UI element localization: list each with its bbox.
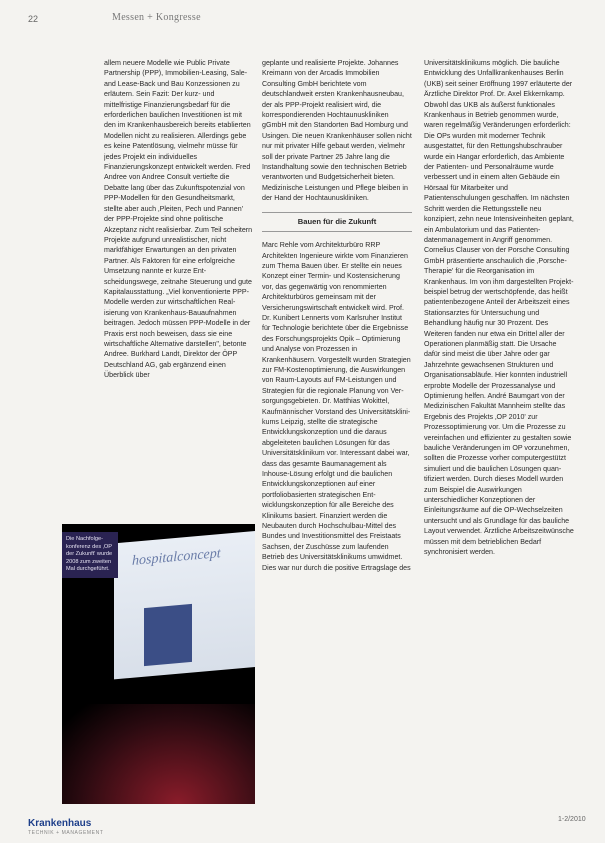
paragraph: geplante und realisierte Projekte. Johannes Kreimann von der Arcadis Immobilien Consulting GmbH berichtete vom deutschlandweit ersten Krankenhausneubau, der als PPP-Projekt realisiert wird, die korrespondierenden Hochtaunuskliniken gGmbH mit den Standorten Bad Homburg und Usingen. Die neuen Krankenhäuser sollen nicht nur mit privater Hilfe gebaut werden, vielmehr soll der private Partner 25 Jahre lang die Instandhaltung sowie den technischen Betrieb verantworten und Budgetsicherheit bieten. Medizinische Leistungen und Pflege bleiben in der Hand der Hochtaunuskliniken. [262,59,412,203]
paragraph: Universitätsklinikums möglich. Die bauliche Entwicklung des Unfallkrankenhauses Berlin (UKB) seit seiner Eröffnung 1997 erläuterte der Ärztliche Direktor Prof. Dr. Axel Ekkernkamp. Obwohl das UKB als äußerst funktionales Krankenhaus in Betrieb genommen wurde, waren regelmäßig Veränderungen erforderlich: Die OPs wurden mit moderner Technik ausgestattet, für den Rettungshubschrauber wurde ein Hangar erforderlich, das Ambiente der Patienten- und Personalräume wurde verbessert und in einem alten Gebäude ein Hörsaal für Mitarbeiter und Patientenschulungen geschaffen. Im nächsten Schritt werden die Rettungsstelle neu konzipiert, zehn neue Intensiveinheiten geplant, ein Ambulatorium und das Patientendatenmanagement in Angriff genommen. Cornelius Clauser von der Porsche Consulting GmbH präsentierte anschaulich die ‚Porsche-Therapie' für die Reorganisation im Krankenhaus. Im von ihm dargestellten Projektbeispiel betrug der wertschöpfende, das heißt patientenbezogene Anteil der Arbeitszeit eines Stationsarztes für Untersuchung und Behandlung häufig nur 30 Prozent. Des Weiteren fanden nur etwa ein Drittel aller der Operationen planmäßig statt. Die Ursache dafür sind meist die über Jahre oder gar Jahrzehnte gewachsenen Strukturen und Organisationsabläufe. Hier konnten industriell erprobte Modelle der Prozessanalyse und Optimierung helfen. André Baumgart von der Medizinischen Fakultät Mannheim stellte das Ergebnis des Projekts ‚OP 2010' zur Prozessoptimierung vor. Um die Prozesse zu vereinfachen und effizienter zu gestalten sowie bauliche Veränderungen im OP vorzunehmen, sollten die Prozesse vorher computergestützt simuliert und die baulichen Lösungen quantifiziert werden. Durch dieses Modell wurden zum Beispiel die Auswirkungen unterschiedlicher Konzeptionen der Einleitungsräume auf die OP-Wechselzeiten untersucht und als Grundlage für das bauliche Layout verwendet. Ärztliche Arbeitszeitwünsche müssen mit dem betrieblichen Bedarf synchronisiert werden. [424,59,574,557]
section-title: Messen + Kongresse [112,12,201,23]
paragraph: Marc Rehle vom Architekturbüro RRP Architekten Ingenieure wirkte vom Finanzieren zum Thema Bauen über. Er stellte ein neues Konzept einer Termin- und Kostensicherung vor, das gegenwärtig von renommierten Architekturbüros gemeinsam mit der Versicherungswirtschaft entwickelt wird. Prof. Dr. Kunibert Lennerts vom Karlsruher Institut für Technologie berichtete über die Ergebnisse des Forschungsprojekts Opik – Optimierung und Analyse von Prozessen in Krankenhäusern. Vorgestellt wurden Strategien zur FM-Kostenoptimierung, die Auswirkungen von Raum-Layouts auf FM-Leistungen und Strategien für die regionale Planung von Versorgungsgebieten. Dr. Matthias Wokittel, Kaufmännischer Vorstand des Universitätsklinikums Leipzig, stellte die strategische Entwicklungskonzeption und die daraus abgeleiteten baulichen Lösungen für das Universitätsklinikum vor. Interessant dabei war, dass das gesamte Baumanagement als Inhouse-Lösung erfolgt und die baulichen Entwicklungskonzeptionen auf einer portfoliobasierten strategischen Entwicklungskonzeption für alle Bereiche des Klinikums basiert. Finanziert werden die Neubauten durch Hochschulbau-Mittel des Bundes und Investitionsmittel des Freistaats Sachsen, der Zuschüsse zum laufenden Betrieb des Universitätsklinikums umwidmet. Dies war nur durch die positive Ertragslage des [262,241,411,572]
stage [62,704,255,804]
photo-caption: Die Nachfolgekonferenz des ‚OP der Zukunft' wurde 2008 zum zweiten Mal durchgeführt. [62,532,118,578]
screen-panel [144,604,192,666]
issue-number: 1-2/2010 [558,816,586,823]
magazine-tagline: TECHNIK + MANAGEMENT [28,830,104,836]
subheading: Bauen für die Zukunft [262,212,412,232]
text-column-3 [424,58,574,810]
paragraph: allem neuere Modelle wie Public Private Partnership (PPP), Immobilien-Leasing, Sale-and Lease-Back und Bau Konzessionen zu erläutern. Sein Fazit: Der kurz- und mittelfristige Finanzierungsbedarf für die erforderlichen baulichen Investitionen ist mit den im Krankenhausbereich bereits etablierten Modellen nicht zu realisieren. Allerdings gebe es keine Patentlösung, vielmehr müsse für jedes Projekt ein individuelles Finanzierungskonzept entwickelt werden. Fred Andree von Andree Consult vertiefte die Debatte lang über das Zukunftspotenzial von PPP-Modellen für den Gesundheitsmarkt, stellte aber auch ‚Pleiten, Pech und Pannen' der PPP-Projekte sind ohne politische Akzeptanz nicht realisierbar. Zum Teil scheitern Projekte aufgrund unrealistischer, nicht marktfähiger Erwartungen an den privaten Partner. Als Faktoren für eine erfolgreiche Umsetzung nannte er kurze Entscheidungswege, zeitnahe Steuerung und gute Kapitalausstattung. „Viel konventionierte PPP-Modelle werden zur wirtschaftlichen Realisierung von Krankenhaus-Bauaufnahmen beitragen. Jedoch müssen PPP-Modelle in der Praxis erst noch beweisen, dass sie eine wirtschaftliche Alternative darstellen", betonte Andree. Burkhard Landt, Direktor der ÖPP Deutschland AG, gab ergänzend einen Überblick über [104,59,253,380]
screen-logo: hospitalconcept [132,546,221,569]
page-number: 22 [28,14,39,24]
conference-photo [62,524,255,804]
text-column-1 [104,58,254,528]
text-column-2 [262,58,412,810]
magazine-logo: Krankenhaus [28,818,92,829]
